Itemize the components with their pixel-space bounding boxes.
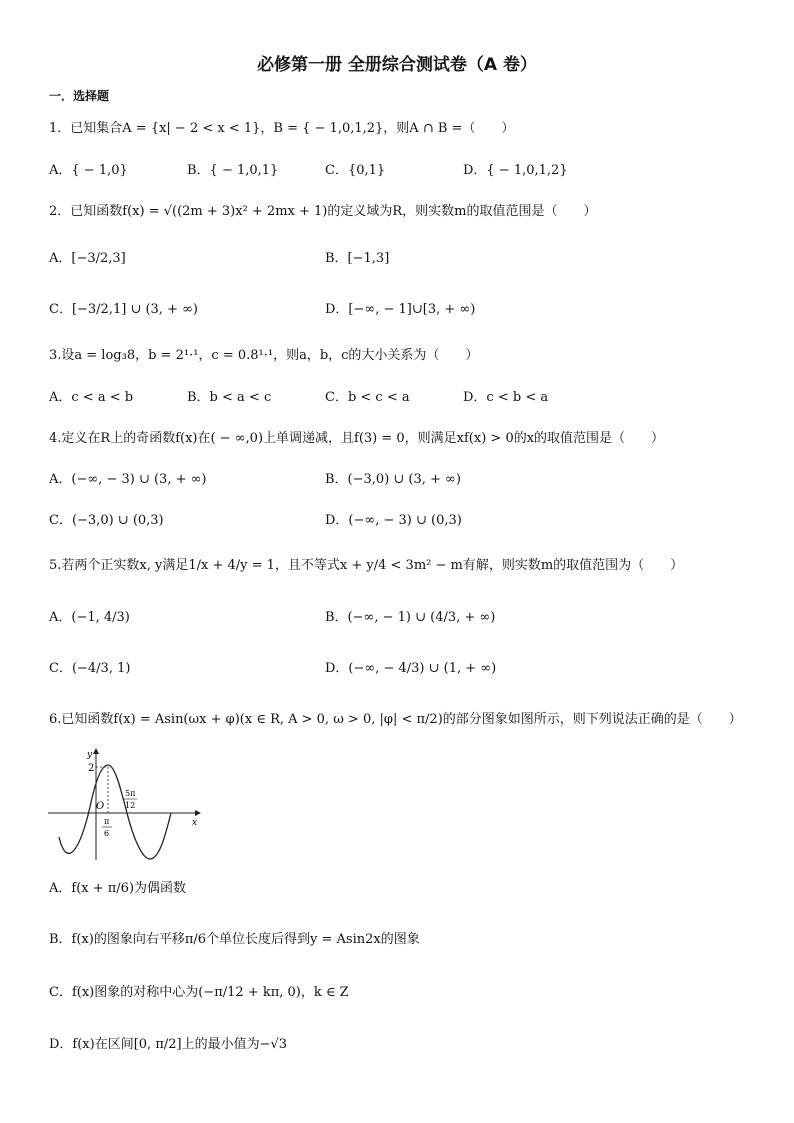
tick-5pi12-denominator: 12 — [125, 801, 136, 810]
question-3-option-a: A．c < a < b — [49, 390, 134, 405]
question-2-stem: 2．已知函数f(x) = √((2m + 3)x² + 2mx + 1)的定义域为R，则实数m的取值范围是（ ） — [49, 204, 597, 219]
question-3-option-c: C．b < c < a — [325, 390, 410, 405]
question-6-option-a: A．f(x + π/6)为偶函数 — [49, 881, 187, 896]
question-3-stem: 3.设a = log₃8，b = 2¹·¹，c = 0.8¹·¹，则a，b，c的大小关系为（ ） — [49, 348, 479, 363]
sine-graph-figure — [45, 745, 205, 865]
tick-pi6-denominator: 6 — [104, 829, 110, 838]
question-4-option-c: C．(−3,0) ∪ (0,3) — [49, 513, 164, 528]
question-4-option-a: A．(−∞, − 3) ∪ (3, + ∞) — [49, 472, 207, 487]
question-5-stem: 5.若两个正实数x, y满足1/x + 4/y = 1，且不等式x + y/4 < 3m² − m有解，则实数m的取值范围为（ ） — [49, 558, 684, 573]
question-6-stem: 6.已知函数f(x) = Asin(ωx + φ)(x ∈ R, A > 0, ω > 0, |φ| < π/2)的部分图象如图所示，则下列说法正确的是（ ） — [49, 712, 742, 727]
question-5-option-d: D．(−∞, − 4/3) ∪ (1, + ∞) — [325, 661, 497, 676]
question-1-option-b: B．{ − 1,0,1} — [187, 163, 279, 178]
y-axis-label: y — [87, 750, 93, 760]
question-5-option-c: C．(−4/3, 1) — [49, 661, 131, 676]
x-axis-arrow — [195, 810, 201, 816]
question-3-option-d: D．c < b < a — [463, 390, 549, 405]
x-axis-label: x — [192, 818, 198, 828]
question-5-option-a: A．(−1, 4/3) — [49, 610, 130, 625]
question-3-option-b: B．b < a < c — [187, 390, 272, 405]
y-axis-arrow — [93, 748, 99, 754]
sine-curve — [59, 765, 171, 859]
question-6-option-b: B．f(x)的图象向右平移π/6个单位长度后得到y = Asin2x的图象 — [49, 932, 420, 947]
question-1-stem: 1．已知集合A = {x| − 2 < x < 1}，B = { − 1,0,1,2}，则A ∩ B =（ ） — [49, 121, 515, 136]
question-4-stem: 4.定义在R上的奇函数f(x)在( − ∞,0)上单调递减，且f(3) = 0，则满足xf(x) > 0的x的取值范围是（ ） — [49, 431, 665, 446]
question-1-option-d: D．{ − 1,0,1,2} — [463, 163, 568, 178]
question-2-option-c: C．[−3/2,1] ∪ (3, + ∞) — [49, 302, 198, 317]
question-1-option-a: A．{ − 1,0} — [49, 163, 128, 178]
peak-value-label: 2 — [88, 763, 95, 774]
question-1-option-c: C．{0,1} — [325, 163, 386, 178]
section-heading: 一．选择题 — [49, 89, 110, 103]
origin-label: O — [96, 801, 105, 812]
question-6-option-d: D．f(x)在区间[0, π/2]上的最小值为−√3 — [49, 1037, 288, 1052]
question-4-option-b: B．(−3,0) ∪ (3, + ∞) — [325, 472, 461, 487]
question-6-option-c: C．f(x)图象的对称中心为(−π/12 + kπ, 0)，k ∈ Z — [49, 985, 349, 1000]
tick-pi6-numerator: π — [104, 817, 110, 826]
question-2-option-b: B．[−1,3] — [325, 251, 390, 266]
question-5-option-b: B．(−∞, − 1) ∪ (4/3, + ∞) — [325, 610, 496, 625]
page-title: 必修第一册 全册综合测试卷（A 卷） — [257, 55, 537, 75]
question-4-option-d: D．(−∞, − 3) ∪ (0,3) — [325, 513, 462, 528]
tick-5pi12-numerator: 5π — [125, 789, 136, 798]
question-2-option-d: D．[−∞, − 1]∪[3, + ∞) — [325, 302, 476, 317]
question-2-option-a: A．[−3/2,3] — [49, 251, 126, 266]
